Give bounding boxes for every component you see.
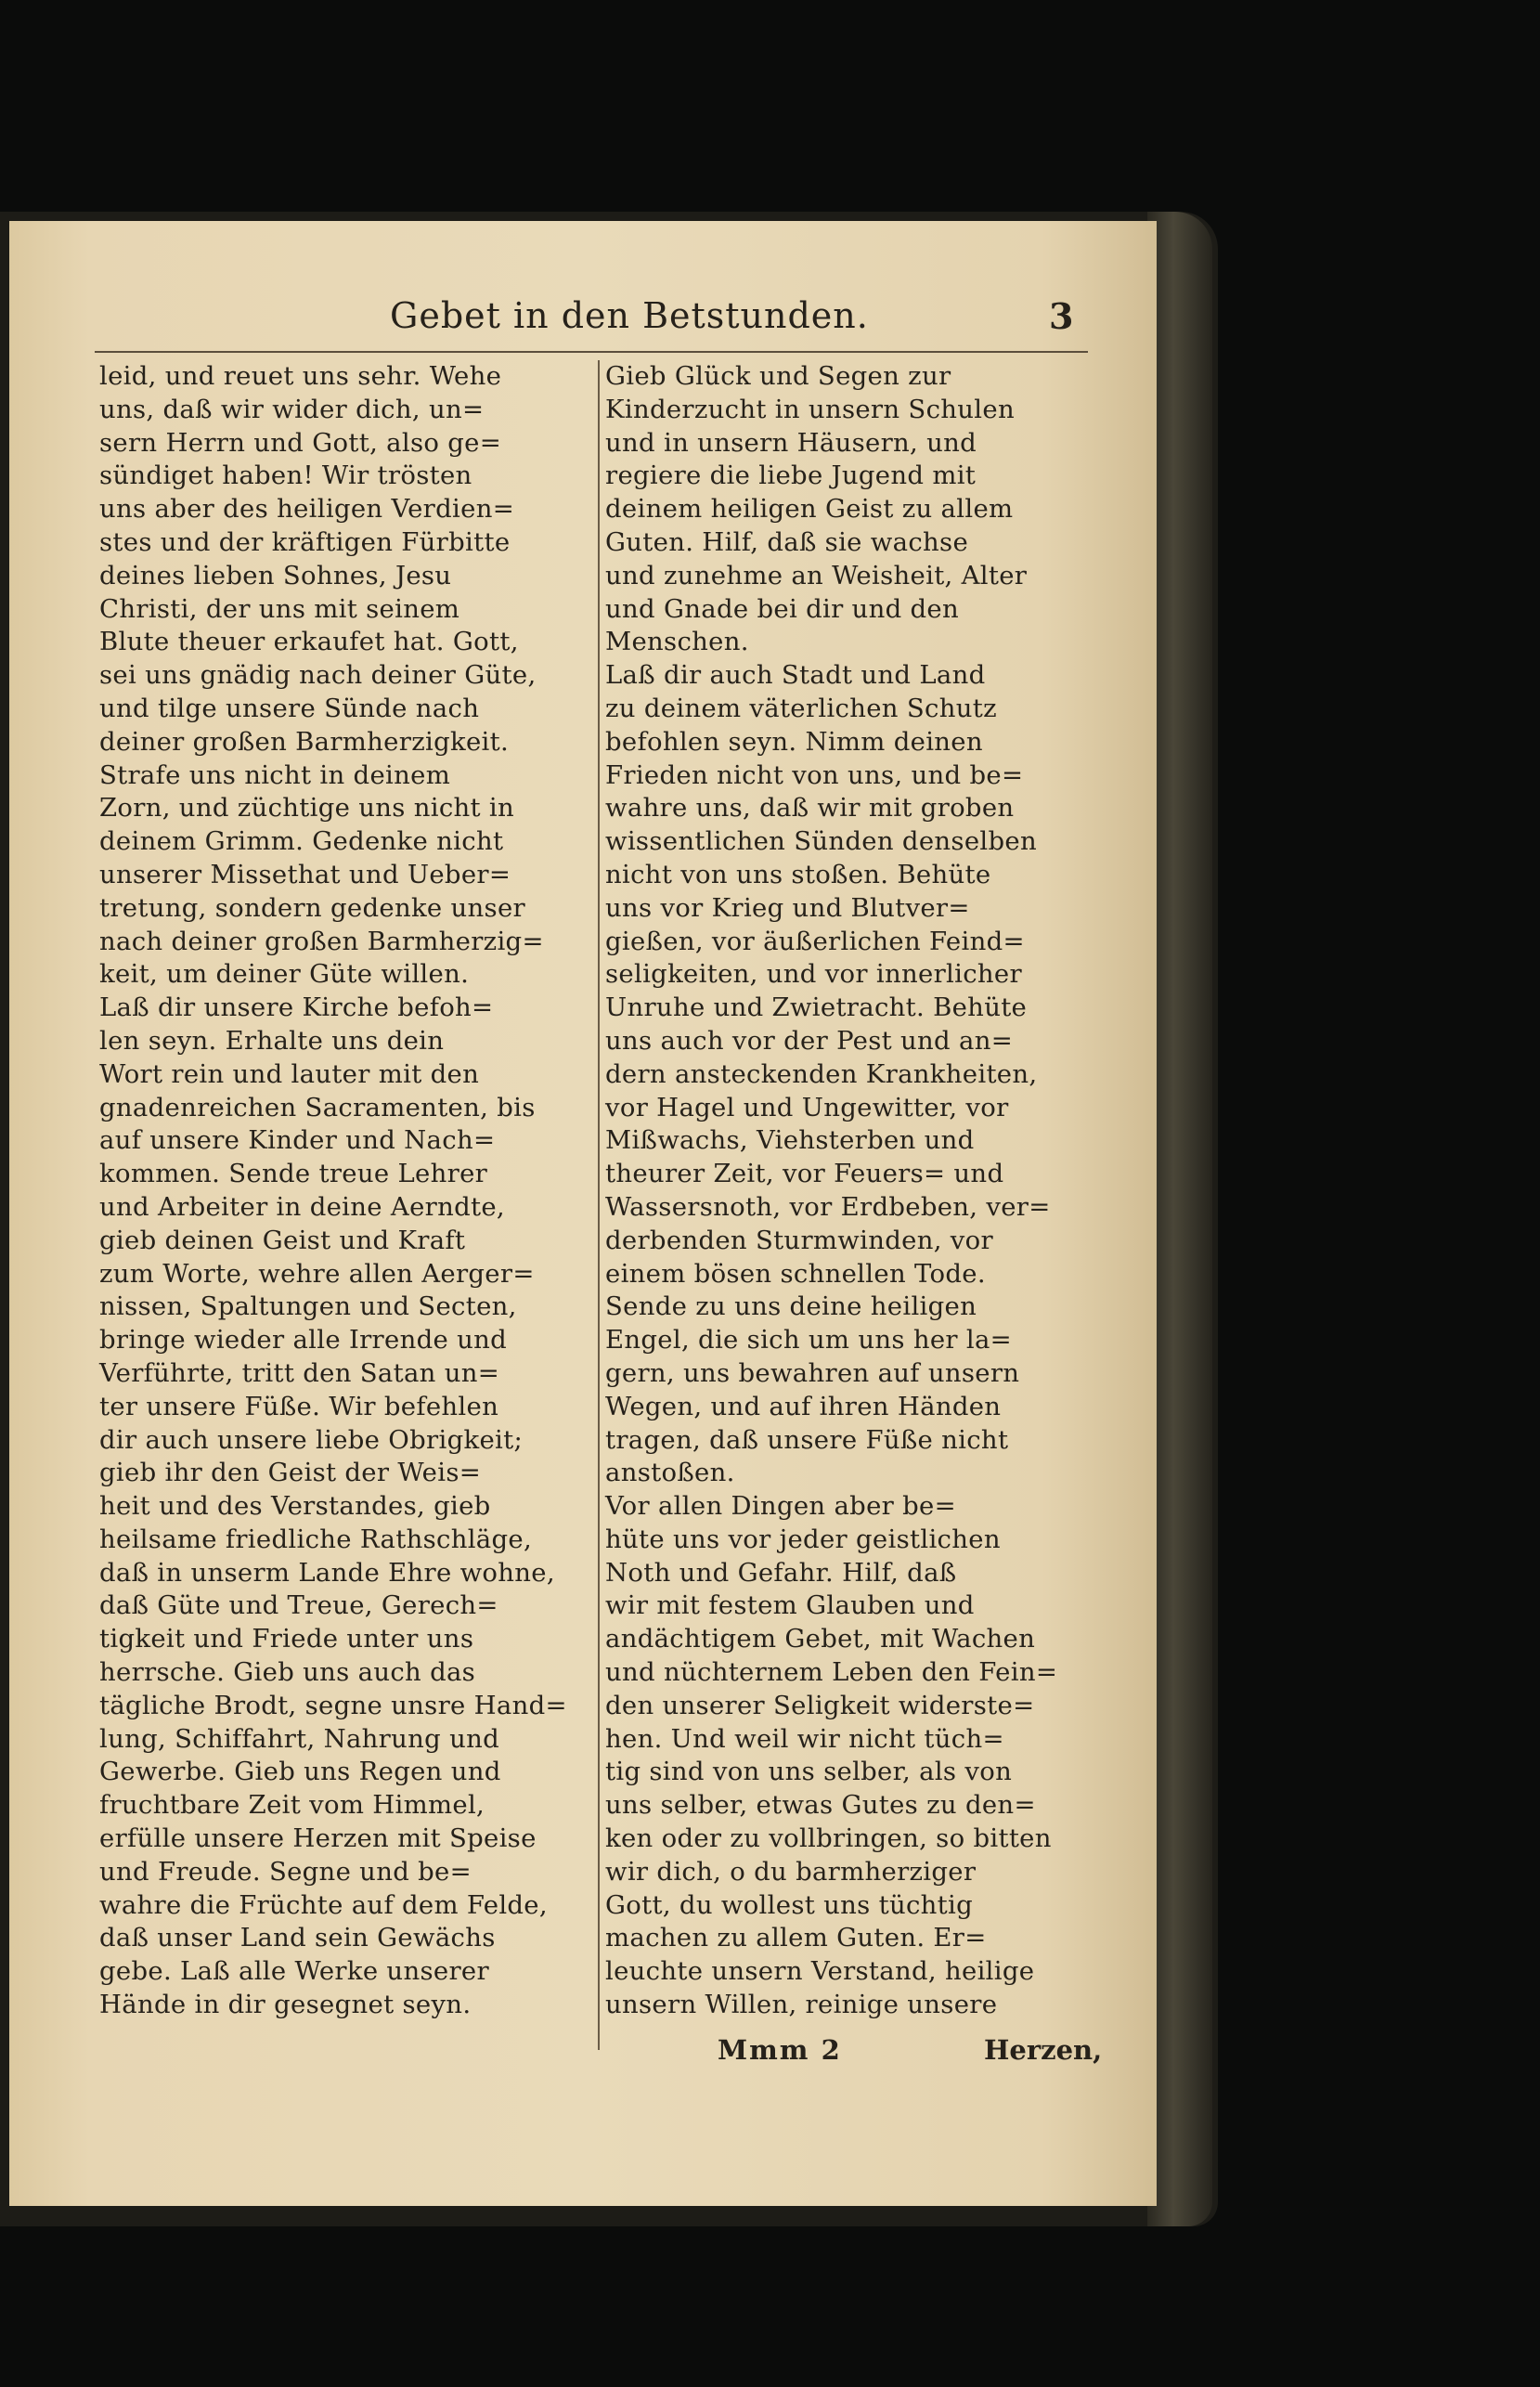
- text-line: hen. Und weil wir nicht tüch=: [605, 1723, 1004, 1754]
- text-line: gießen, vor äußerlichen Feind=: [605, 926, 1025, 956]
- text-line: wir mit festem Glauben und: [605, 1590, 975, 1621]
- text-line: Menschen.: [605, 627, 749, 657]
- book-page: [9, 221, 1157, 2206]
- text-line: und Gnade bei dir und den: [605, 593, 960, 624]
- text-line: Blute theuer erkaufet hat. Gott,: [99, 627, 519, 657]
- text-line: erfülle unsere Herzen mit Speise: [99, 1823, 537, 1854]
- text-line: Engel, die sich um uns her la=: [605, 1325, 1013, 1356]
- printer-signature: Mmm 2: [718, 2034, 842, 2066]
- text-line: unsern Willen, reinige unsere: [605, 1990, 998, 2020]
- text-line: und nüchternem Leben den Fein=: [605, 1657, 1058, 1688]
- text-line: Laß dir auch Stadt und Land: [605, 660, 986, 691]
- text-line: sei uns gnädig nach deiner Güte,: [99, 660, 537, 691]
- catchword: Herzen,: [984, 2034, 1103, 2066]
- text-line: Guten. Hilf, daß sie wachse: [605, 526, 969, 557]
- text-line: kommen. Sende treue Lehrer: [99, 1159, 488, 1189]
- text-line: deiner großen Barmherzigkeit.: [99, 726, 510, 757]
- text-line: derbenden Sturmwinden, vor: [605, 1225, 993, 1255]
- text-line: Gott, du wollest uns tüchtig: [605, 1889, 974, 1920]
- text-line: tretung, sondern gedenke unser: [99, 892, 525, 923]
- text-line: Mißwachs, Viehsterben und: [605, 1125, 975, 1156]
- text-line: auf unsere Kinder und Nach=: [99, 1125, 496, 1156]
- column-divider: [598, 360, 600, 2050]
- text-line: dern ansteckenden Krankheiten,: [605, 1058, 1038, 1089]
- text-line: gieb deinen Geist und Kraft: [99, 1225, 466, 1255]
- running-title: Gebet in den Betstunden.: [390, 295, 869, 336]
- text-line: len seyn. Erhalte uns dein: [99, 1025, 445, 1056]
- text-line: uns aber des heiligen Verdien=: [99, 494, 515, 525]
- text-line: gern, uns bewahren auf unsern: [605, 1357, 1020, 1388]
- text-line: Wassersnoth, vor Erdbeben, ver=: [605, 1191, 1051, 1222]
- right-column: [605, 360, 1057, 2022]
- text-line: dir auch unsere liebe Obrigkeit;: [99, 1424, 524, 1455]
- text-line: Unruhe und Zwietracht. Behüte: [605, 992, 1028, 1023]
- text-line: gebe. Laß alle Werke unserer: [99, 1956, 489, 1987]
- text-line: Strafe uns nicht in deinem: [99, 759, 451, 790]
- text-line: leuchte unsern Verstand, heilige: [605, 1956, 1035, 1987]
- text-line: machen zu allem Guten. Er=: [605, 1923, 987, 1953]
- book-spine: [1147, 212, 1212, 2226]
- text-line: keit, um deiner Güte willen.: [99, 959, 470, 990]
- text-line: uns selber, etwas Gutes zu den=: [605, 1790, 1036, 1821]
- text-line: wissentlichen Sünden denselben: [605, 826, 1037, 857]
- text-line: Sende zu uns deine heiligen: [605, 1291, 977, 1322]
- text-line: regiere die liebe Jugend mit: [605, 461, 977, 491]
- text-line: tägliche Brodt, segne unsre Hand=: [99, 1690, 567, 1720]
- text-line: ken oder zu vollbringen, so bitten: [605, 1823, 1052, 1854]
- page-number: 3: [1049, 295, 1074, 337]
- text-line: tig sind von uns selber, als von: [605, 1757, 1013, 1787]
- text-line: daß in unserm Lande Ehre wohne,: [99, 1557, 555, 1588]
- text-line: und zunehme an Weisheit, Alter: [605, 560, 1028, 590]
- text-line: stes und der kräftigen Fürbitte: [99, 526, 511, 557]
- text-line: hüte uns vor jeder geistlichen: [605, 1524, 1001, 1554]
- text-line: wahre die Früchte auf dem Felde,: [99, 1889, 548, 1920]
- text-line: zu deinem väterlichen Schutz: [605, 693, 997, 723]
- text-line: tigkeit und Friede unter uns: [99, 1624, 474, 1654]
- text-line: fruchtbare Zeit vom Himmel,: [99, 1790, 485, 1821]
- text-line: und tilge unsere Sünde nach: [99, 693, 480, 723]
- text-line: nach deiner großen Barmherzig=: [99, 926, 544, 956]
- text-line: Gewerbe. Gieb uns Regen und: [99, 1757, 501, 1787]
- text-line: uns auch vor der Pest und an=: [605, 1025, 1014, 1056]
- text-line: den unserer Seligkeit widerste=: [605, 1690, 1035, 1720]
- text-line: vor Hagel und Ungewitter, vor: [605, 1092, 1009, 1122]
- text-line: befohlen seyn. Nimm deinen: [605, 726, 983, 757]
- text-line: daß Güte und Treue, Gerech=: [99, 1590, 498, 1621]
- running-head: [9, 295, 1157, 342]
- text-line: ter unsere Füße. Wir befehlen: [99, 1391, 499, 1421]
- text-line: Wort rein und lauter mit den: [99, 1058, 480, 1089]
- text-line: theurer Zeit, vor Feuers= und: [605, 1159, 1004, 1189]
- text-line: Christi, der uns mit seinem: [99, 593, 460, 624]
- text-line: Frieden nicht von uns, und be=: [605, 759, 1024, 790]
- text-line: bringe wieder alle Irrende und: [99, 1325, 508, 1356]
- text-line: Hände in dir gesegnet seyn.: [99, 1990, 472, 2020]
- header-rule: [95, 351, 1088, 353]
- text-line: deinem heiligen Geist zu allem: [605, 494, 1014, 525]
- text-line: und Freude. Segne und be=: [99, 1856, 472, 1887]
- text-line: gnadenreichen Sacramenten, bis: [99, 1092, 536, 1122]
- text-line: nissen, Spaltungen und Secten,: [99, 1291, 517, 1322]
- text-line: einem bösen schnellen Tode.: [605, 1258, 986, 1289]
- text-line: Laß dir unsere Kirche befoh=: [99, 992, 494, 1023]
- left-column: [99, 360, 567, 2022]
- text-line: herrsche. Gieb uns auch das: [99, 1657, 476, 1688]
- text-line: unserer Missethat und Ueber=: [99, 859, 511, 889]
- text-line: Zorn, und züchtige uns nicht in: [99, 793, 515, 824]
- text-line: gieb ihr den Geist der Weis=: [99, 1458, 482, 1488]
- text-line: Vor allen Dingen aber be=: [605, 1491, 956, 1522]
- text-line: deines lieben Sohnes, Jesu: [99, 560, 452, 590]
- text-line: wir dich, o du barmherziger: [605, 1856, 977, 1887]
- text-line: und in unsern Häusern, und: [605, 427, 977, 458]
- text-line: Noth und Gefahr. Hilf, daß: [605, 1557, 957, 1588]
- text-line: nicht von uns stoßen. Behüte: [605, 859, 991, 889]
- text-line: Gieb Glück und Segen zur: [605, 361, 951, 391]
- text-line: sern Herrn und Gott, also ge=: [99, 427, 502, 458]
- text-line: Wegen, und auf ihren Händen: [605, 1391, 1002, 1421]
- text-line: daß unser Land sein Gewächs: [99, 1923, 496, 1953]
- text-line: Verführte, tritt den Satan un=: [99, 1357, 500, 1388]
- text-line: und Arbeiter in deine Aerndte,: [99, 1191, 505, 1222]
- text-line: leid, und reuet uns sehr. Wehe: [99, 361, 502, 391]
- text-line: anstoßen.: [605, 1458, 735, 1488]
- text-line: andächtigem Gebet, mit Wachen: [605, 1624, 1036, 1654]
- text-line: heilsame friedliche Rathschläge,: [99, 1524, 533, 1554]
- text-line: lung, Schiffahrt, Nahrung und: [99, 1723, 500, 1754]
- text-line: Kinderzucht in unsern Schulen: [605, 394, 1015, 424]
- text-line: zum Worte, wehre allen Aerger=: [99, 1258, 535, 1289]
- text-line: wahre uns, daß wir mit groben: [605, 793, 1015, 824]
- text-line: uns vor Krieg und Blutver=: [605, 892, 970, 923]
- text-line: tragen, daß unsere Füße nicht: [605, 1424, 1009, 1455]
- text-line: heit und des Verstandes, gieb: [99, 1491, 491, 1522]
- text-line: sündiget haben! Wir trösten: [99, 461, 472, 491]
- text-line: deinem Grimm. Gedenke nicht: [99, 826, 504, 857]
- text-line: seligkeiten, und vor innerlicher: [605, 959, 1022, 990]
- text-line: uns, daß wir wider dich, un=: [99, 394, 485, 424]
